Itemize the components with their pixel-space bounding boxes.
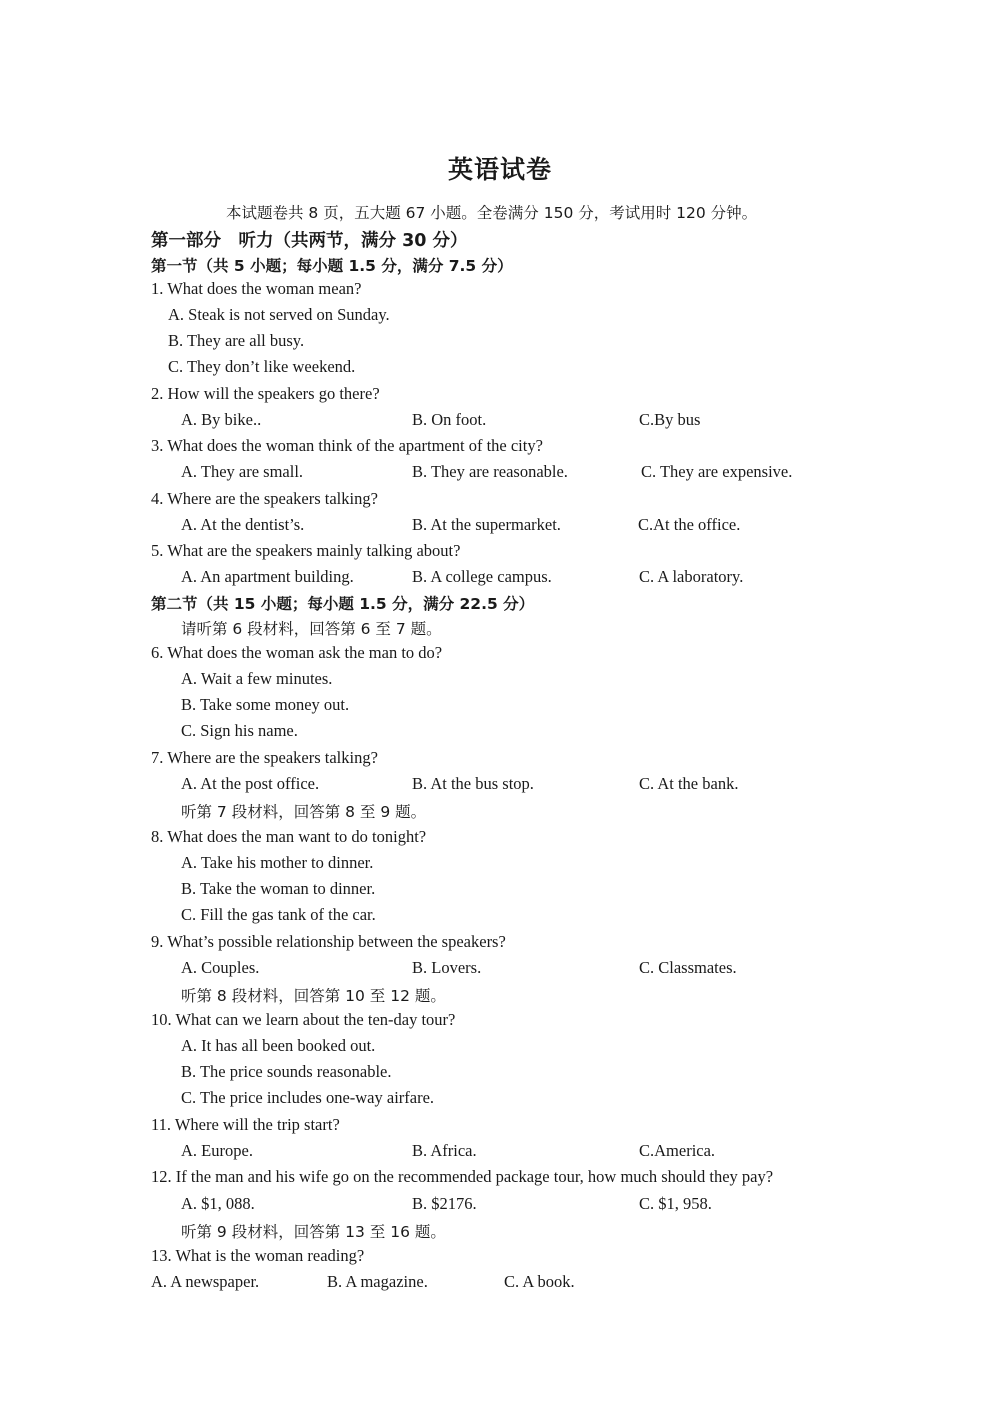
option-4a: A. At the dentist’s. xyxy=(181,515,305,534)
option-13c: C. A book. xyxy=(504,1272,575,1291)
options-row-11 xyxy=(0,1141,1000,1163)
options-row-4 xyxy=(0,515,1000,537)
option-2a: A. By bike.. xyxy=(181,410,262,429)
question-8: 8. What does the man want to do tonight? xyxy=(151,827,427,846)
option-11a: A. Europe. xyxy=(181,1141,253,1160)
options-row-3 xyxy=(0,462,1000,484)
options-row-12 xyxy=(0,1194,1000,1216)
option-2b: B. On foot. xyxy=(412,410,487,429)
options-row-13 xyxy=(0,1272,1000,1294)
option-10b: B. The price sounds reasonable. xyxy=(181,1062,392,1081)
option-6c: C. Sign his name. xyxy=(181,721,298,740)
options-row-7 xyxy=(0,774,1000,796)
option-11c: C.America. xyxy=(639,1141,716,1160)
option-9b: B. Lovers. xyxy=(412,958,482,977)
question-1: 1. What does the woman mean? xyxy=(151,279,362,298)
instruction-10-12: 听第 8 段材料，回答第 10 至 12 题。 xyxy=(181,987,446,1005)
part1-heading: 第一部分 听力（共两节，满分 30 分） xyxy=(151,231,468,251)
option-8c: C. Fill the gas tank of the car. xyxy=(181,905,376,924)
page-title: 英语试卷 xyxy=(447,155,552,184)
question-4: 4. Where are the speakers talking? xyxy=(151,489,378,508)
option-13b: B. A magazine. xyxy=(327,1272,428,1291)
option-7b: B. At the bus stop. xyxy=(412,774,534,793)
question-2: 2. How will the speakers go there? xyxy=(151,384,380,403)
section2-heading: 第二节（共 15 小题；每小题 1.5 分，满分 22.5 分） xyxy=(151,595,535,613)
question-10: 10. What can we learn about the ten-day tour? xyxy=(151,1010,456,1029)
exam-intro: 本试题卷共 8 页，五大题 67 小题。全卷满分 150 分，考试用时 120 分钟。 xyxy=(226,204,758,222)
option-3a: A. They are small. xyxy=(181,462,304,481)
instruction-6-7: 请听第 6 段材料，回答第 6 至 7 题。 xyxy=(181,620,442,638)
option-5b: B. A college campus. xyxy=(412,567,552,586)
option-12c: C. $1, 958. xyxy=(639,1194,712,1213)
question-9: 9. What’s possible relationship between the speakers? xyxy=(151,932,506,951)
question-13: 13. What is the woman reading? xyxy=(151,1246,365,1265)
options-row-9 xyxy=(0,958,1000,980)
option-8a: A. Take his mother to dinner. xyxy=(181,853,374,872)
question-11: 11. Where will the trip start? xyxy=(151,1115,340,1134)
option-4b: B. At the supermarket. xyxy=(412,515,561,534)
option-10c: C. The price includes one-way airfare. xyxy=(181,1088,435,1107)
options-row-5 xyxy=(0,567,1000,589)
option-7a: A. At the post office. xyxy=(181,774,320,793)
option-11b: B. Africa. xyxy=(412,1141,477,1160)
option-9c: C. Classmates. xyxy=(639,958,737,977)
options-row-2 xyxy=(0,410,1000,432)
option-3c: C. They are expensive. xyxy=(641,462,793,481)
question-5: 5. What are the speakers mainly talking about? xyxy=(151,541,461,560)
option-4c: C.At the office. xyxy=(638,515,741,534)
question-7: 7. Where are the speakers talking? xyxy=(151,748,378,767)
option-13a: A. A newspaper. xyxy=(151,1272,260,1291)
option-5c: C. A laboratory. xyxy=(639,567,744,586)
question-3: 3. What does the woman think of the apartment of the city? xyxy=(151,436,543,455)
option-9a: A. Couples. xyxy=(181,958,260,977)
option-10a: A. It has all been booked out. xyxy=(181,1036,376,1055)
option-8b: B. Take the woman to dinner. xyxy=(181,879,376,898)
option-7c: C. At the bank. xyxy=(639,774,739,793)
option-1a: A. Steak is not served on Sunday. xyxy=(168,305,390,324)
instruction-8-9: 听第 7 段材料，回答第 8 至 9 题。 xyxy=(181,803,427,821)
option-6b: B. Take some money out. xyxy=(181,695,350,714)
option-5a: A. An apartment building. xyxy=(181,567,354,586)
option-12b: B. $2176. xyxy=(412,1194,477,1213)
question-12: 12. If the man and his wife go on the recommended package tour, how much should they pay? xyxy=(151,1167,774,1186)
option-12a: A. $1, 088. xyxy=(181,1194,255,1213)
option-1b: B. They are all busy. xyxy=(168,331,305,350)
question-6: 6. What does the woman ask the man to do? xyxy=(151,643,443,662)
option-3b: B. They are reasonable. xyxy=(412,462,568,481)
option-2c: C.By bus xyxy=(639,410,701,429)
section1-heading: 第一节（共 5 小题；每小题 1.5 分，满分 7.5 分） xyxy=(151,257,513,275)
instruction-13-16: 听第 9 段材料，回答第 13 至 16 题。 xyxy=(181,1223,446,1241)
option-1c: C. They don’t like weekend. xyxy=(168,357,356,376)
option-6a: A. Wait a few minutes. xyxy=(181,669,333,688)
